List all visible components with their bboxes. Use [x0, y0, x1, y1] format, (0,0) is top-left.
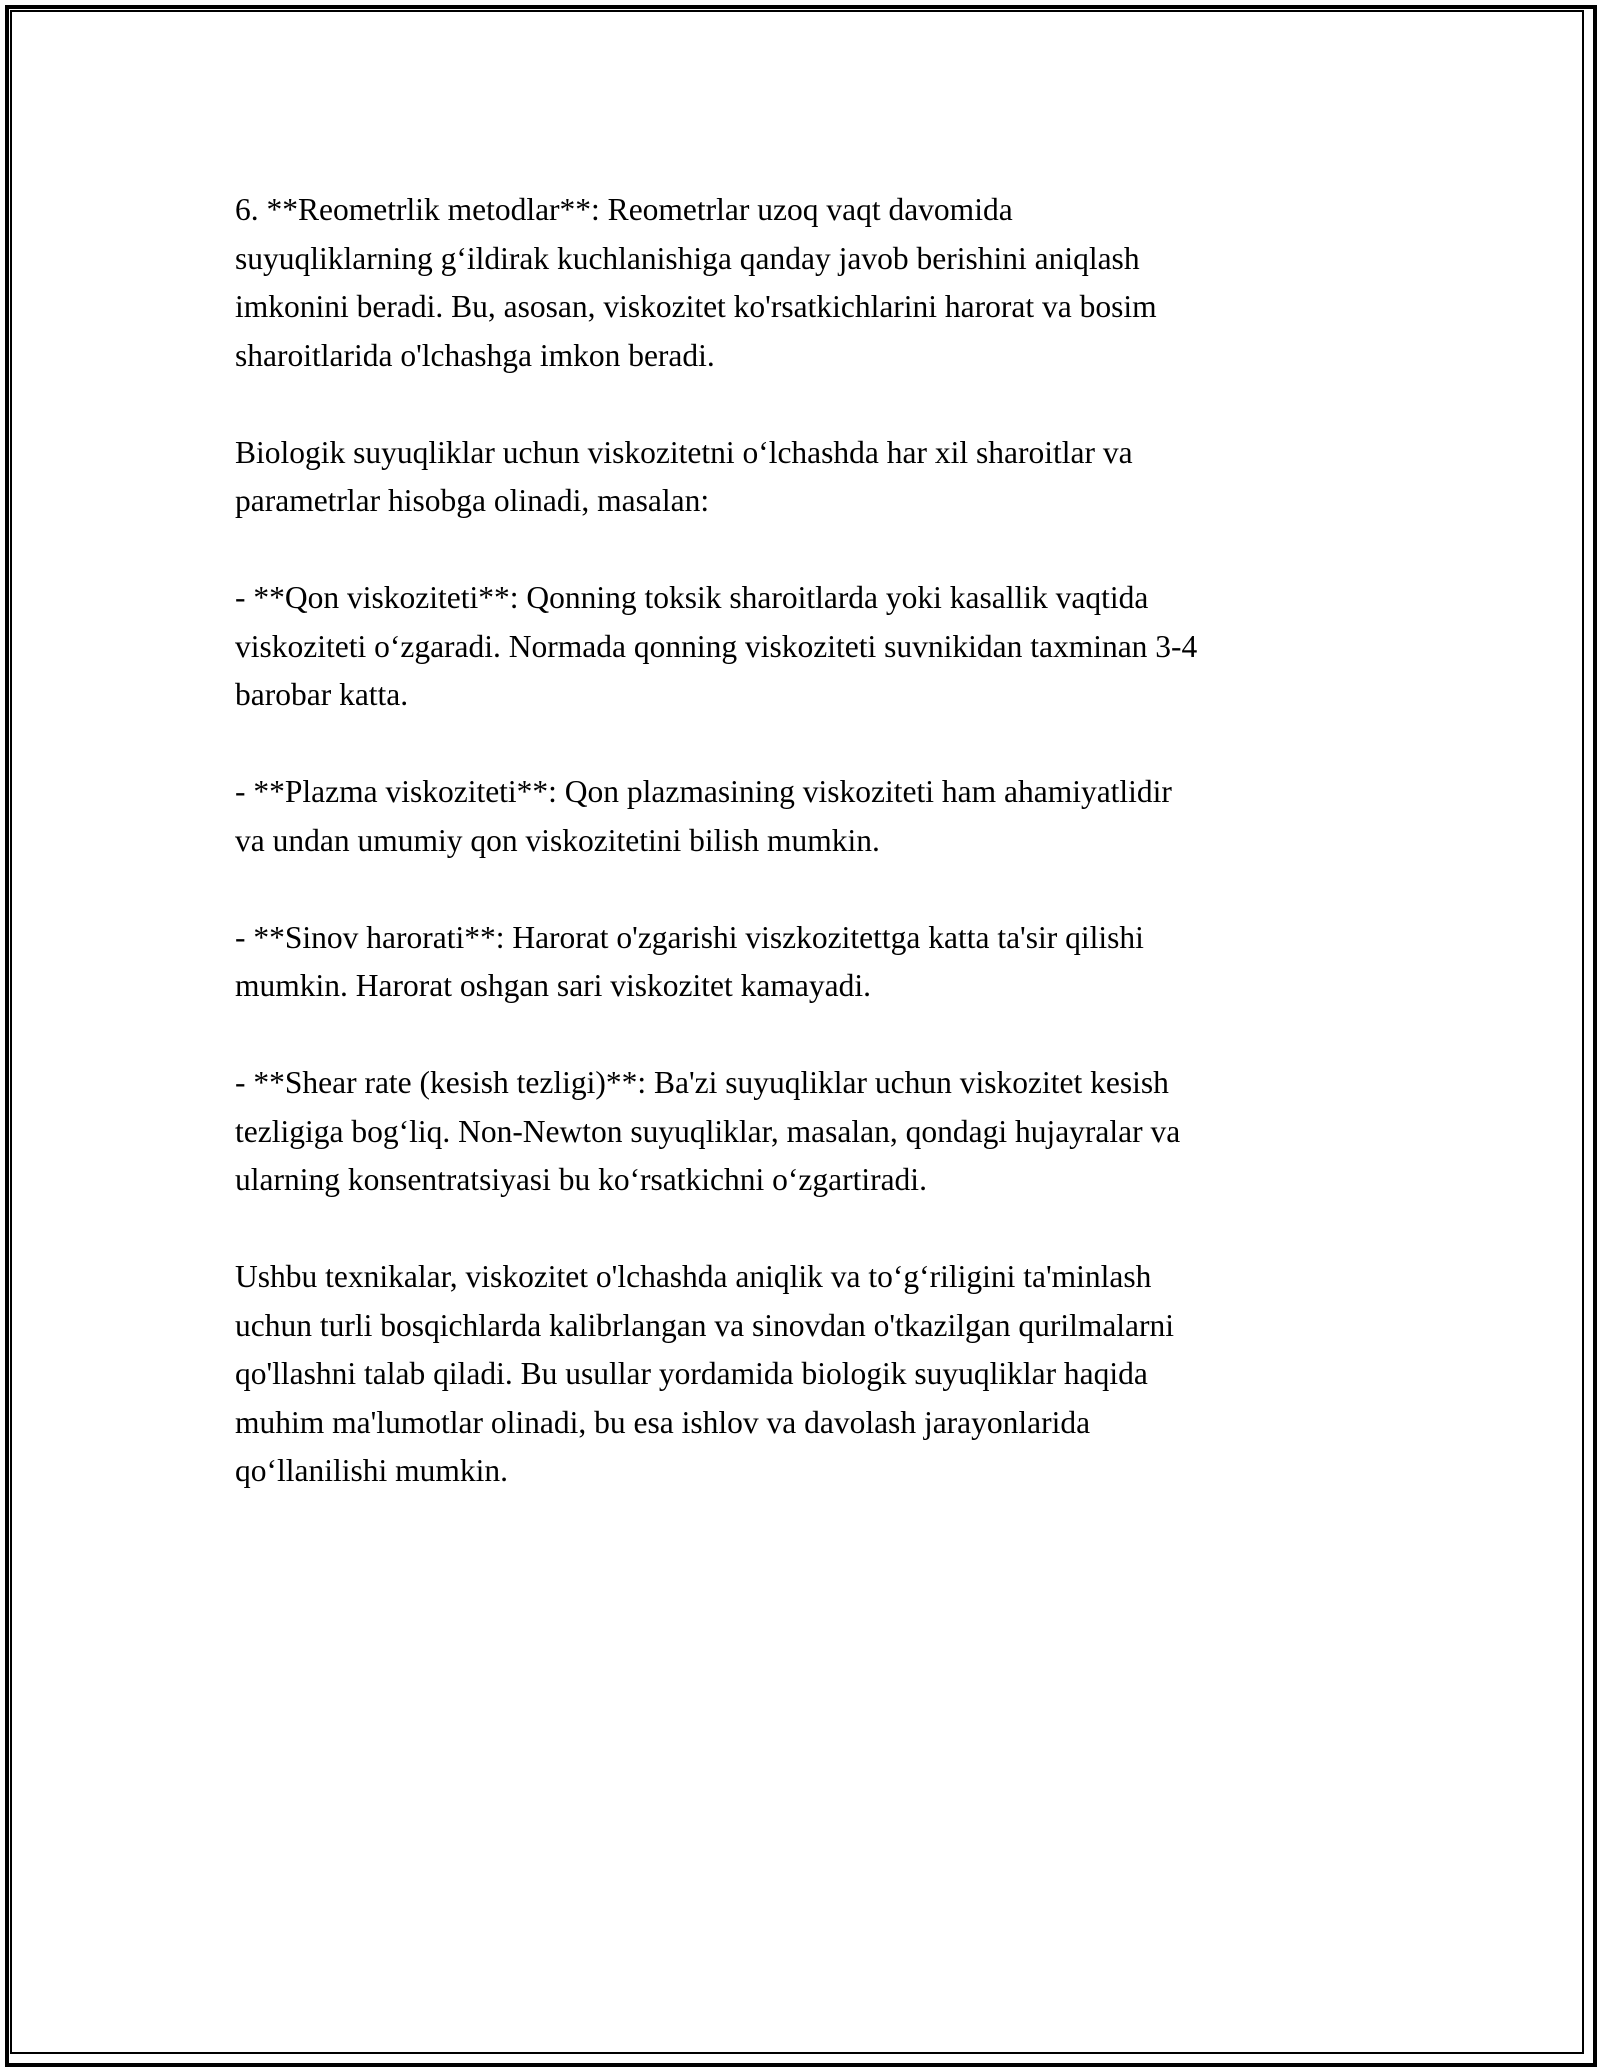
text-line: parametrlar hisobga olinadi, masalan:	[235, 483, 710, 518]
list-item-shear-rate	[235, 1059, 1415, 1205]
document-body	[235, 186, 1415, 1496]
paragraph-reometrlik-metodlar	[235, 186, 1415, 380]
list-item-plazma-viskoziteti	[235, 768, 1415, 865]
paragraph-biologik-suyuqliklar	[235, 429, 1415, 526]
text-line: qo‘llanilishi mumkin.	[235, 1453, 508, 1488]
text-line: 6. **Reometrlik metodlar**: Reometrlar uzoq vaqt davomida	[235, 192, 1013, 227]
list-item-qon-viskoziteti	[235, 574, 1415, 720]
text-line: suyuqliklarning g‘ildirak kuchlanishiga qanday javob berishini aniqlash	[235, 240, 1140, 276]
text-line: - **Plazma viskoziteti**: Qon plazmasining viskoziteti ham ahamiyatlidir	[235, 774, 1172, 809]
text-line: sharoitlarida o'lchashga imkon beradi.	[235, 337, 715, 373]
text-line: viskoziteti o‘zgaradi. Normada qonning viskoziteti suvnikidan taxminan 3-4	[235, 628, 1198, 664]
text-line: Biologik suyuqliklar uchun viskozitetni o‘lchashda har xil sharoitlar va	[235, 434, 1133, 470]
text-line: - **Sinov harorati**: Harorat o'zgarishi viszkozitettga katta ta'sir qilishi	[235, 919, 1144, 955]
text-line: ularning konsentratsiyasi bu ko‘rsatkichni o‘zgartiradi.	[235, 1162, 927, 1197]
text-line: - **Qon viskoziteti**: Qonning toksik sharoitlarda yoki kasallik vaqtida	[235, 580, 1149, 615]
text-line: uchun turli bosqichlarda kalibrlangan va sinovdan o'tkazilgan qurilmalarni	[235, 1307, 1175, 1343]
paragraph-ushbu-texnikalar	[235, 1253, 1415, 1496]
text-line: tezligiga bog‘liq. Non-Newton suyuqliklar, masalan, qondagi hujayralar va	[235, 1113, 1181, 1149]
text-line: qo'llashni talab qiladi. Bu usullar yordamida biologik suyuqliklar haqida	[235, 1356, 1148, 1391]
list-item-sinov-harorati	[235, 914, 1415, 1011]
text-line: va undan umumiy qon viskozitetini bilish mumkin.	[235, 822, 880, 858]
text-line: mumkin. Harorat oshgan sari viskozitet kamayadi.	[235, 968, 871, 1003]
text-line: - **Shear rate (kesish tezligi)**: Ba'zi suyuqliklar uchun viskozitet kesish	[235, 1065, 1169, 1100]
text-line: barobar katta.	[235, 677, 409, 712]
text-line: imkonini beradi. Bu, asosan, viskozitet ko'rsatkichlarini harorat va bosim	[235, 289, 1157, 324]
text-line: muhim ma'lumotlar olinadi, bu esa ishlov va davolash jarayonlarida	[235, 1404, 1091, 1440]
text-line: Ushbu texnikalar, viskozitet o'lchashda aniqlik va to‘g‘riligini ta'minlash	[235, 1259, 1152, 1294]
